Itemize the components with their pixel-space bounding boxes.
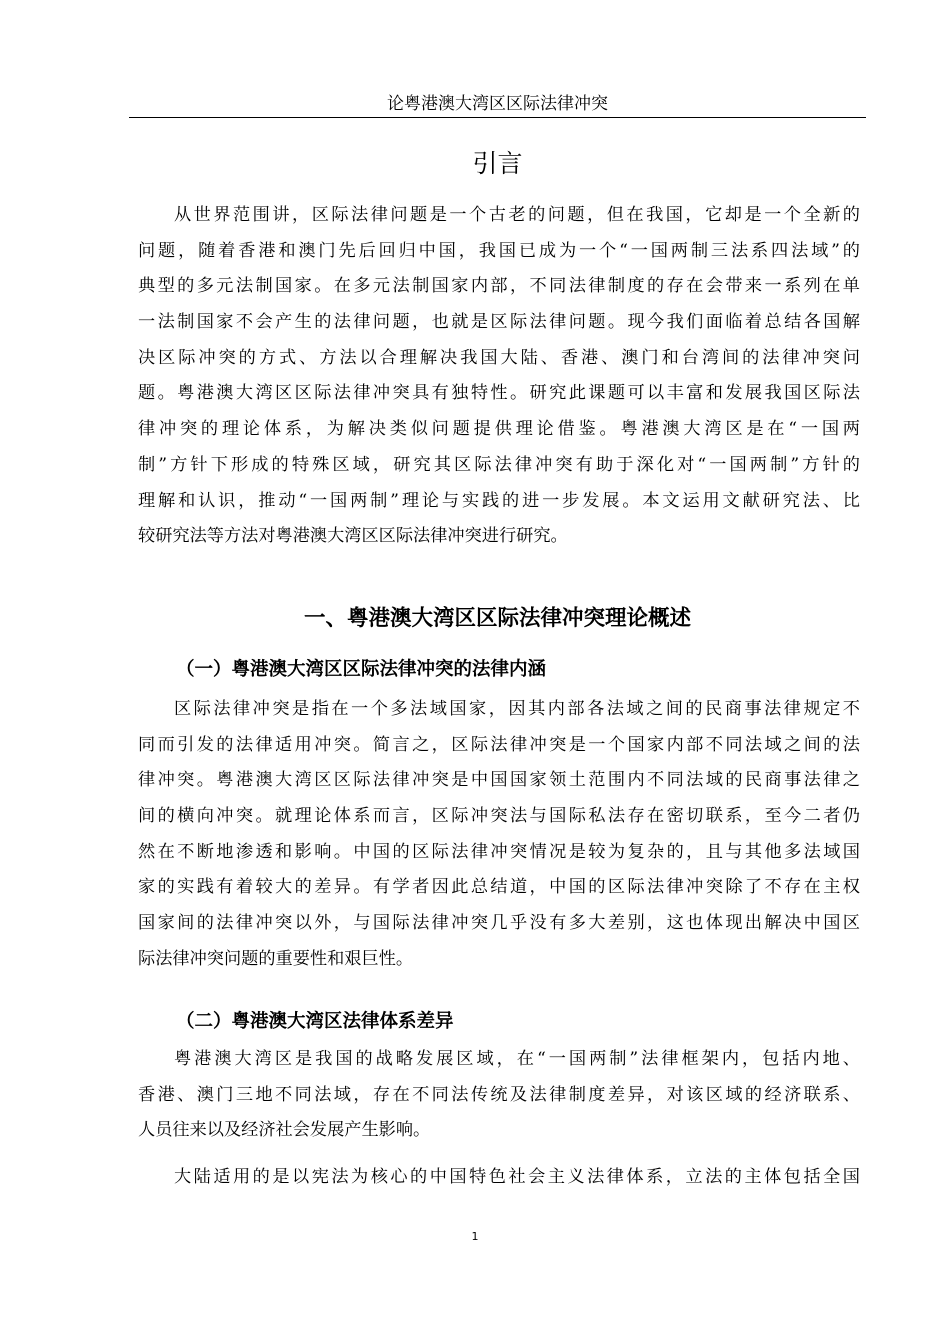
- paragraph-line: 然在不断地渗透和影响。中国的区际法律冲突情况是较为复杂的，且与其他多法域国: [138, 841, 860, 862]
- header-rule: [129, 117, 866, 118]
- paragraph-line: 区际法律冲突是指在一个多法域国家，因其内部各法域之间的民商事法律规定不: [174, 699, 860, 719]
- paragraph-line: 律冲突。粤港澳大湾区区际法律冲突是中国国家领土范围内不同法域的民商事法律之: [138, 770, 860, 791]
- paragraph-line: 际法律冲突问题的重要性和艰巨性。: [138, 948, 414, 969]
- paragraph-line: 律冲突的理论体系，为解决类似问题提供理论借鉴。粤港澳大湾区是在“一国两: [138, 419, 860, 440]
- paragraph-line: 间的横向冲突。就理论体系而言，区际冲突法与国际私法存在密切联系，至今二者仍: [138, 806, 860, 827]
- paragraph-line: 较研究法等方法对粤港澳大湾区区际法律冲突进行研究。: [138, 526, 568, 547]
- paragraph-line: 典型的多元法制国家。在多元法制国家内部，不同法律制度的存在会带来一系列在单: [138, 276, 860, 297]
- paragraph-line: 制”方针下形成的特殊区域，研究其区际法律冲突有助于深化对“一国两制”方针的: [138, 454, 860, 475]
- intro-title: 引言: [472, 149, 523, 178]
- paragraph-line: 从世界范围讲，区际法律问题是一个古老的问题，但在我国，它却是一个全新的: [174, 205, 860, 225]
- paragraph-line: 题。粤港澳大湾区区际法律冲突具有独特性。研究此课题可以丰富和发展我国区际法: [138, 383, 860, 404]
- paragraph-line: 家的实践有着较大的差异。有学者因此总结道，中国的区际法律冲突除了不存在主权: [138, 877, 860, 898]
- running-header: 论粤港澳大湾区区际法律冲突: [387, 94, 608, 114]
- paragraph-line: 同而引发的法律适用冲突。简言之，区际法律冲突是一个国家内部不同法域之间的法: [138, 734, 860, 755]
- section-heading: 一、粤港澳大湾区区际法律冲突理论概述: [303, 606, 691, 631]
- subsection-heading: （二）粤港澳大湾区法律体系差异: [176, 1011, 454, 1032]
- paragraph-line: 理解和认识，推动“一国两制”理论与实践的进一步发展。本文运用文献研究法、比: [138, 490, 860, 511]
- paragraph-line: 国家间的法律冲突以外，与国际法律冲突几乎没有多大差别，这也体现出解决中国区: [138, 913, 860, 934]
- paragraph-line: 问题，随着香港和澳门先后回归中国，我国已成为一个“一国两制三法系四法域”的: [138, 240, 860, 261]
- paragraph-line: 一法制国家不会产生的法律问题，也就是区际法律问题。现今我们面临着总结各国解: [138, 312, 860, 333]
- subsection-heading: （一）粤港澳大湾区区际法律冲突的法律内涵: [176, 659, 547, 680]
- subsection-1-paragraph: [138, 692, 860, 978]
- paragraph-line: 香港、澳门三地不同法域，存在不同法传统及法律制度差异，对该区域的经济联系、: [138, 1084, 860, 1105]
- subsection-2-paragraph-1: [138, 1042, 860, 1149]
- paragraph-line: 大陆适用的是以宪法为核心的中国特色社会主义法律体系，立法的主体包括全国: [174, 1167, 860, 1187]
- intro-paragraph: [138, 198, 860, 555]
- paragraph-line: 人员往来以及经济社会发展产生影响。: [138, 1120, 431, 1141]
- subsection-2-paragraph-2: [138, 1160, 860, 1196]
- paragraph-line: 决区际冲突的方式、方法以合理解决我国大陆、香港、澳门和台湾间的法律冲突问: [138, 347, 860, 368]
- paragraph-line: 粤港澳大湾区是我国的战略发展区域，在“一国两制”法律框架内，包括内地、: [174, 1049, 860, 1069]
- page-number: 1: [471, 1230, 479, 1243]
